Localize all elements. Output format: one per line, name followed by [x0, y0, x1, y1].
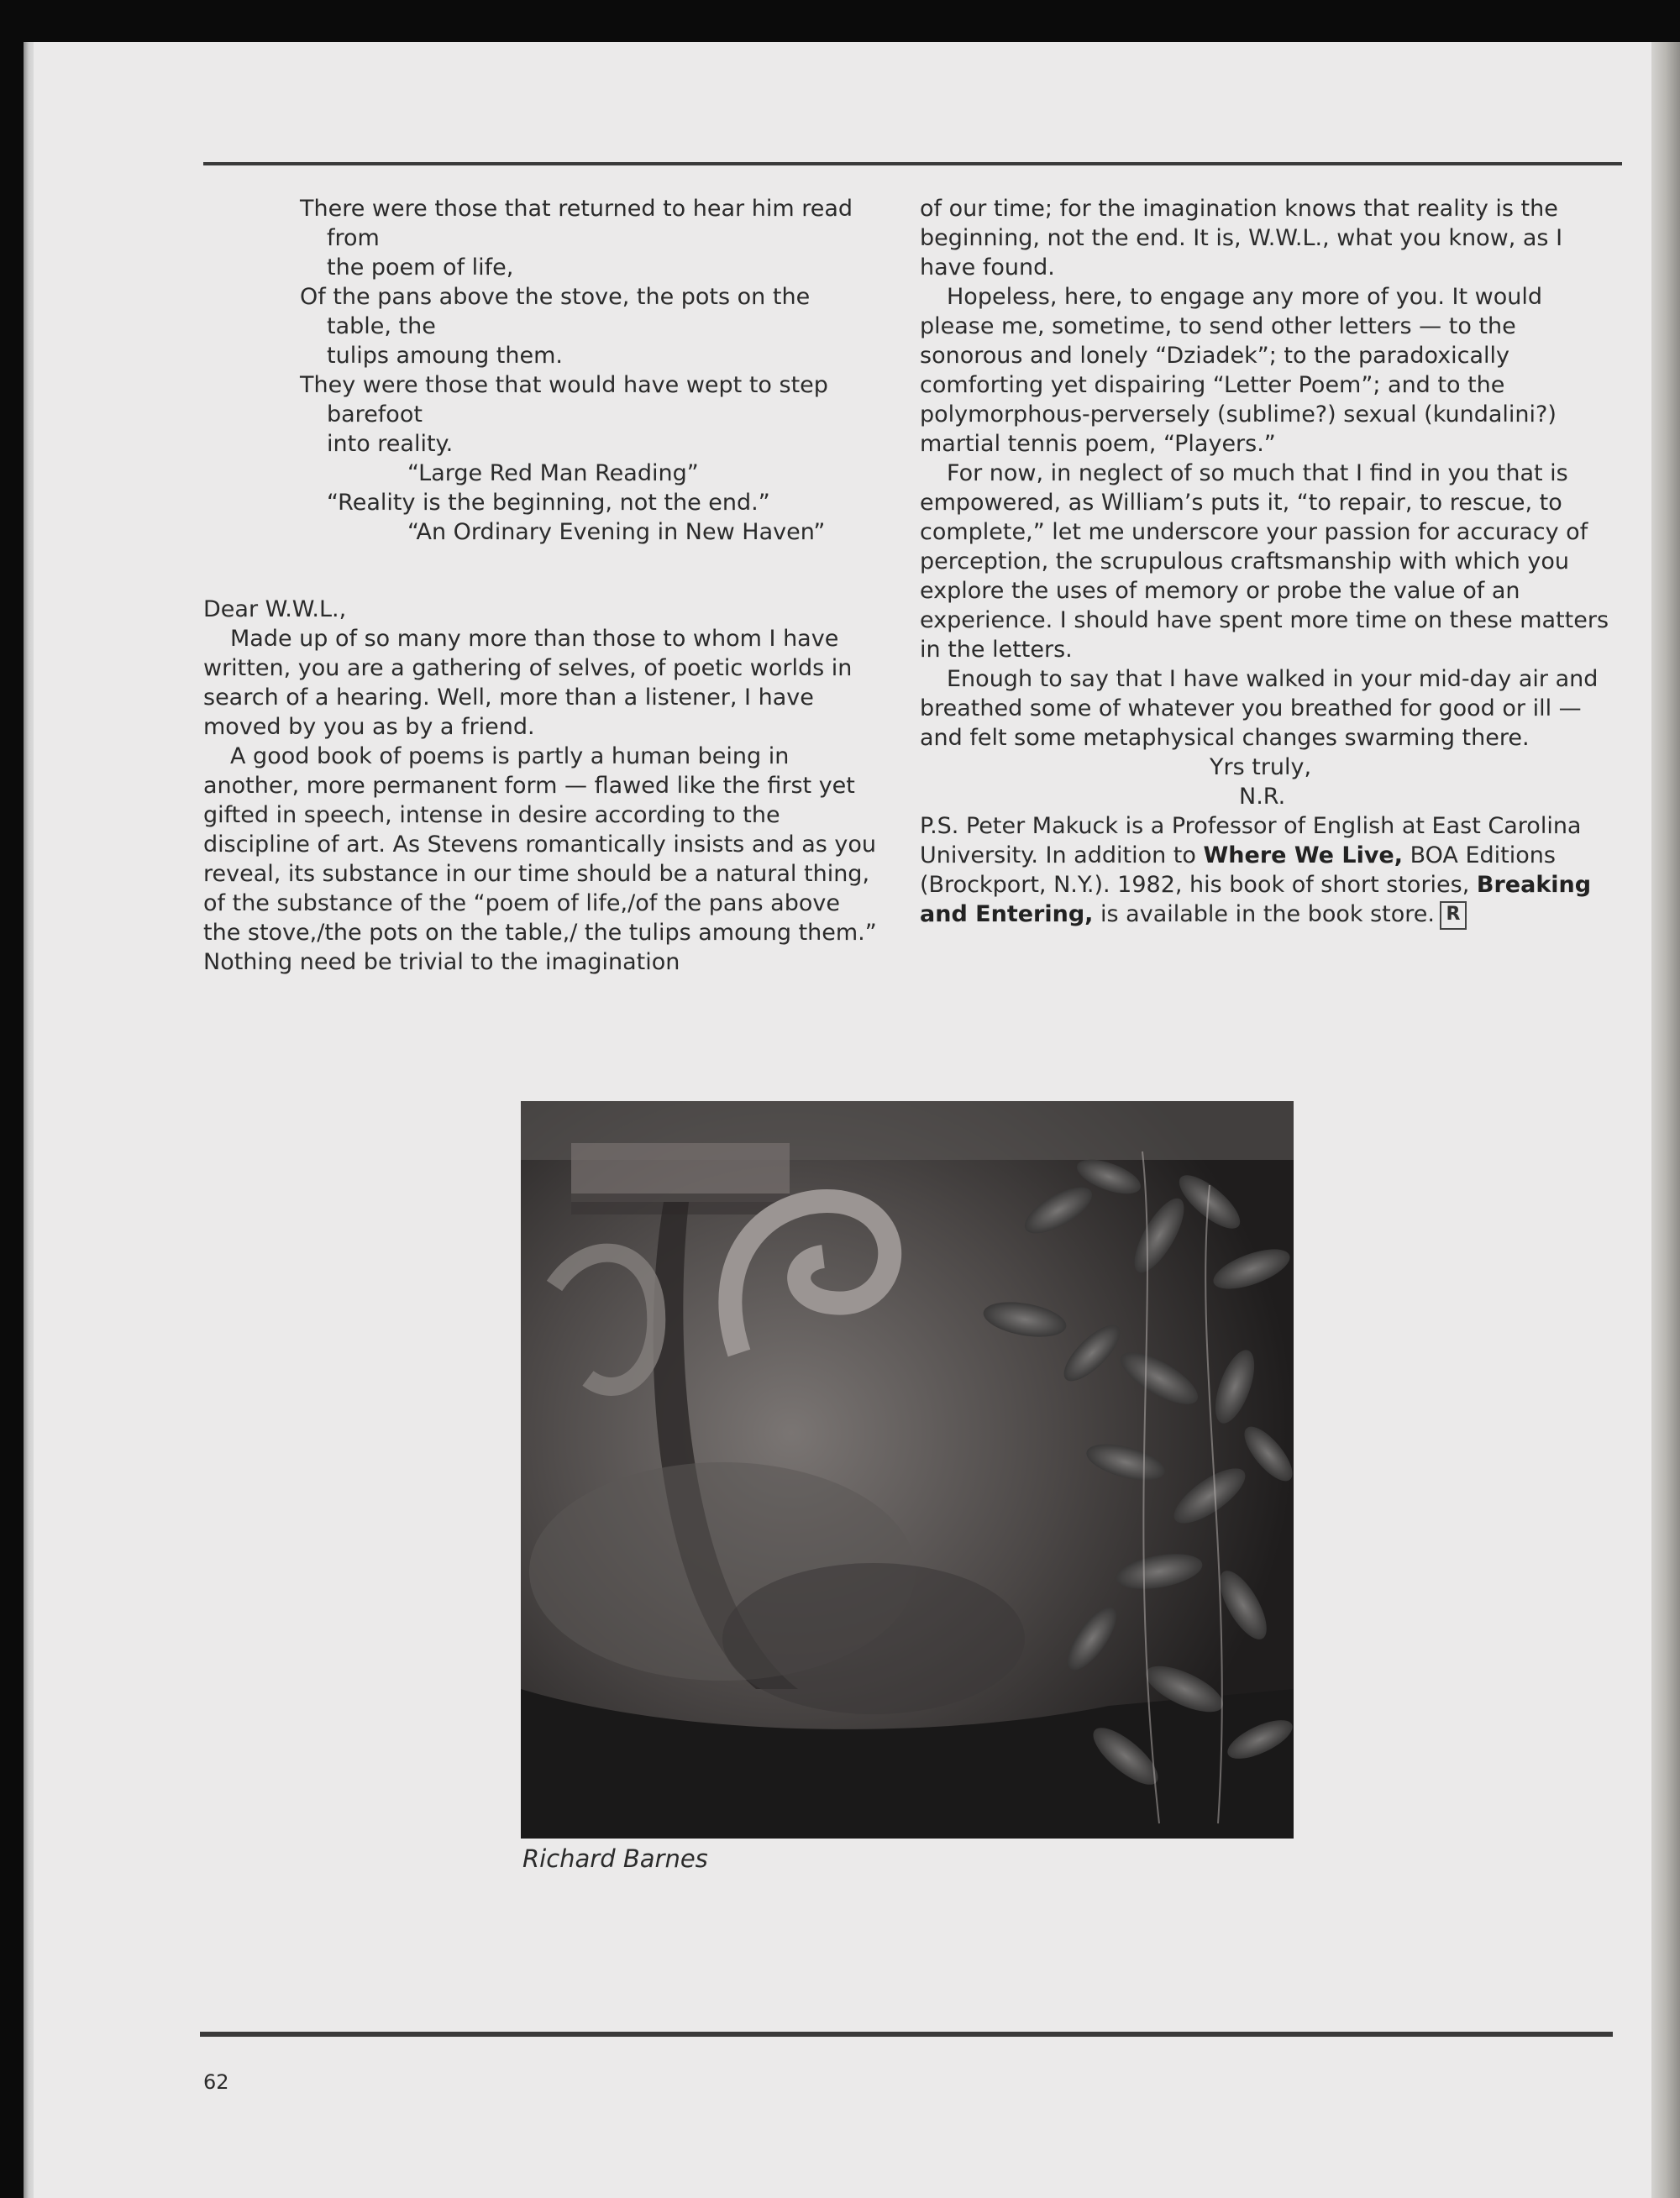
right-column — [920, 194, 1617, 930]
poem-line: table, the — [327, 313, 436, 339]
letter-paragraph: Hopeless, here, to engage any more of you. It would please me, sometime, to send other letters — to the sonorous and lonely “Dziadek”; to the paradoxically comforting yet dispairing “Letter Poem”; and to the polymorphous-perversely (sublime?) sexual (kundalini?) martial tennis poem, “Players.” — [920, 284, 1557, 457]
postscript-text: BOA Editions (Brockport, N.Y.). 1982, his book of short stories, — [920, 842, 1556, 898]
postscript-text: P.S. Peter Makuck is a Professor of English at East Carolina University. In addition to — [920, 813, 1582, 868]
letter-closing: Yrs truly, — [1210, 754, 1312, 780]
poem-citation: “An Ordinary Evening in New Haven” — [407, 519, 826, 545]
end-mark-icon: R — [1440, 901, 1467, 930]
page-stack-edge — [1651, 42, 1680, 2198]
left-column — [203, 194, 884, 977]
postscript — [920, 811, 1617, 930]
poem-quote: “Reality is the beginning, not the end.” — [327, 490, 770, 516]
top-rule — [203, 162, 1622, 165]
poem-line: They were those that would have wept to step — [300, 372, 828, 398]
poem-line: tulips amoung them. — [327, 343, 563, 369]
poem-line: There were those that returned to hear him read — [300, 196, 853, 222]
book-title: Where We Live, — [1203, 842, 1404, 868]
postscript-text: is available in the book store. — [1093, 901, 1435, 927]
poem-line: Of the pans above the stove, the pots on the — [300, 284, 811, 310]
poem-citation: “Large Red Man Reading” — [407, 460, 699, 486]
letter-salutation: Dear W.W.L., — [203, 596, 347, 622]
poem-line: barefoot — [327, 401, 423, 428]
photograph — [521, 1101, 1294, 1839]
photo-caption: Richard Barnes — [522, 1844, 708, 1873]
letter-paragraph: Enough to say that I have walked in your mid-day air and breathed some of whatever you breathed for good or ill — and felt some metaphysical changes swarming there. — [920, 666, 1599, 751]
letter-continuation: of our time; for the imagination knows that reality is the beginning, not the end. It is, W.W.L., what you know, as I have found. — [920, 196, 1563, 281]
letter-signature: N.R. — [1239, 784, 1286, 810]
poem-epigraph — [203, 194, 884, 547]
book-title: Breaking and Entering, — [920, 872, 1592, 927]
poem-line: from — [327, 225, 380, 251]
letter-paragraph: A good book of poems is partly a human being in another, more permanent form — flawed like the first yet gifted in speech, intense in desire according to the discipline of art. As Stevens romantically insists and as you reveal, its substance in our time should be a natural thing, of the substance of the “poem of life,/of the pans above the stove,/the pots on the table,/ the tulips amoung them.” Nothing need be trivial to the imagination — [203, 743, 877, 975]
poem-line: into reality. — [327, 431, 454, 457]
bottom-rule — [200, 2032, 1613, 2037]
photo-illustration — [521, 1101, 1294, 1839]
letter-paragraph: Made up of so many more than those to whom I have written, you are a gathering of selves, of poetic worlds in search of a hearing. Well, more than a listener, I have moved by you as by a friend. — [203, 626, 853, 740]
letter-paragraph: For now, in neglect of so much that I find in you that is empowered, as William’s puts it, “to repair, to rescue, to complete,” let me underscore your passion for accuracy of perception, the scrupulous craftsmanship with which you explore the uses of memory or probe the value of an experience. I should have spent more time on these matters in the letters. — [920, 460, 1609, 663]
page-number: 62 — [203, 2070, 229, 2094]
poem-line: the poem of life, — [327, 254, 514, 281]
